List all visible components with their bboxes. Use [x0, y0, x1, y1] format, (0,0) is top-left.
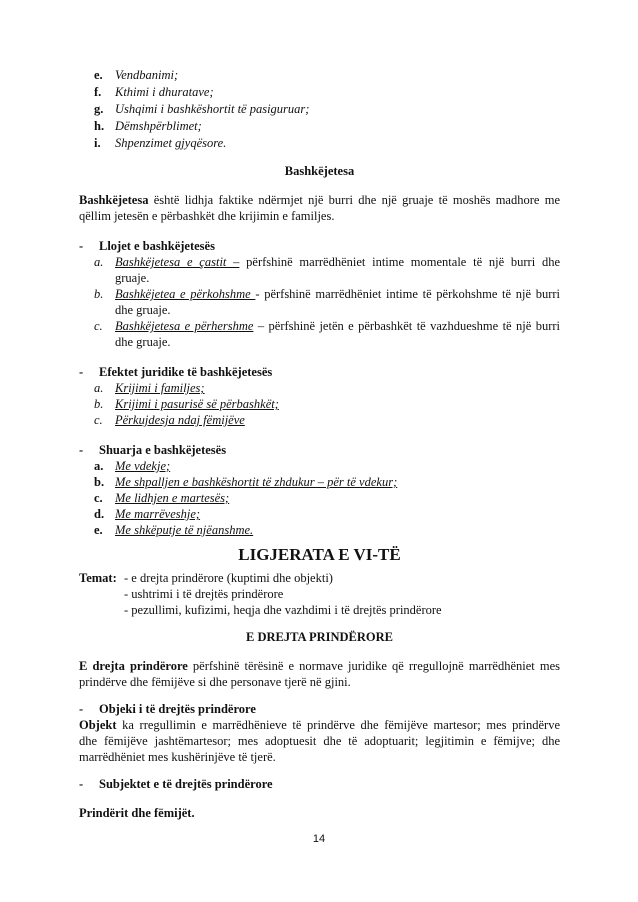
objekt-paragraph-line3: marrëdhëniet mes kushërinjëve të tjerë. — [79, 750, 276, 764]
llojet-item-b-line1: Bashkëjetea e përkohshme - përfshinë marrëdhëniet intime të përkohshme të një burri — [115, 287, 560, 301]
temat-item: - ushtrimi i të drejtës prindërore — [124, 587, 284, 601]
bashkejetesa-definition-line1: Bashkëjetesa është lidhja faktike ndërmjet një burri dhe një gruaje të moshës madhore me — [79, 193, 560, 207]
objekt-paragraph-line1: Objekt ka rregullimin e marrëdhënieve të prindërve dhe fëmijëve martesor; mes prindërve — [79, 718, 561, 732]
page-number: 14 — [312, 833, 326, 845]
e-drejta-definition-line1: E drejta prindërore përfshinë tërësinë e normave juridike që rregullojnë marrëdhëniet mes — [79, 659, 560, 673]
prinderit-heading: Prindërit dhe fëmijët. — [79, 806, 195, 820]
llojet-item-a-line2: gruaje. — [115, 271, 150, 285]
bashkejetesa-definition-line2: qëllim jetesën e përbashkët dhe krijimin e familjes. — [79, 209, 335, 223]
section-heading-e-drejta-prinderore: E DREJTA PRINDËRORE — [245, 630, 393, 644]
llojet-item-b-line2: dhe gruaje. — [115, 303, 171, 317]
objekt-paragraph-line2: dhe fëmijëve jashtëmartesor; mes adoptuesit dhe të adoptuarit; legjitimin e fëmijve; dhe — [79, 734, 560, 748]
llojet-item-a-line1: Bashkëjetesa e çastit – përfshinë marrëdhëniet intime momentale të një burri dhe — [115, 255, 560, 269]
llojet-item-c-line1: Bashkëjetesa e përhershme – përfshinë jetën e përbashkët të vazhdueshme të një burri — [115, 319, 561, 333]
e-drejta-definition-line2: prindërve dhe fëmijëve si dhe personave tjerë në gjini. — [79, 675, 351, 689]
section-heading-bashkejetesa: Bashkëjetesa — [284, 164, 355, 178]
temat-item: - pezullimi, kufizimi, heqja dhe vazhdimi i të drejtës prindërore — [124, 603, 442, 617]
llojet-item-c-line2: dhe gruaje. — [115, 335, 171, 349]
lecture-title: LIGJERATA E VI-TË — [238, 545, 401, 564]
